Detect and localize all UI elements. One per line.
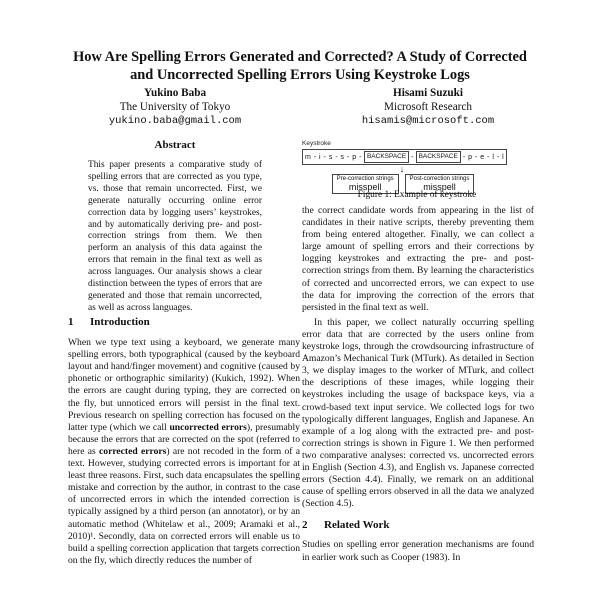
section-heading-related-work [302, 519, 534, 531]
author-1 [60, 86, 290, 128]
keystroke-label: Keystroke [302, 140, 331, 147]
author-email: hisamis@microsoft.com [361, 115, 495, 127]
abstract-heading: Abstract [154, 139, 196, 151]
intro-text-d: ) are not recoded in the form of a text. However, studying corrected errors is important for at least three reasons. First, such data encapsulates the spelling mistake and correction by the author, in contrast to the case of uncorrected errors in which the intended correction is typically assigned by a third person (an annotator), or by an automatic method (Whitelaw et al., 2009; Aramaki et al., 2010)¹. Secondly, data on corrected errors will enable us to build a spelling correction application that targets correction on the fly, which directly reduces the number of [68, 445, 301, 566]
title-line-2: and Uncorrected Spelling Errors Using Keystroke Logs [130, 67, 470, 83]
intro-bold-uncorrected: uncorrected errors [169, 421, 247, 433]
intro-paragraph [68, 337, 300, 567]
abstract-text: This paper presents a comparative study of spelling errors that are corrected as you type, vs. those that remain uncorrected. First, we generate naturally occurring online error correction data by logging users’ keystrokes, and by automatically deriving pre- and post-correction strings from them. We then perform an analysis of this data against the errors that remain in the final text as well as across languages. Our analysis shows a clear distinction between the types of errors that are generated and those that remain uncorrected, as well as across languages. [88, 160, 262, 313]
intro-text-a: When we type text using a keyboard, we generate many spelling errors, both typographical (caused by the keyboard layout and hand/finger movement) and cognitive (caused by phonetic or orthographic similarity) (Kukich, 1992). When the errors are caught during typing, they are corrected on the fly, but unnoticed errors will persist in the final text. Previous research on spelling correction has focused on the latter type (which we call [68, 337, 300, 433]
figure-caption: Figure 1: Example of keystroke [357, 190, 477, 200]
post-correction-word: misspell [423, 182, 456, 192]
post-correction-label: Post-correction strings [409, 176, 470, 182]
title-line-1: How Are Spelling Errors Generated and Corrected? A Study of Corrected [73, 49, 527, 65]
author-2 [313, 86, 543, 128]
keystroke-seq-1: m - i - s - s - p - [305, 153, 362, 161]
keystroke-seq-2: - p - e - l - l [462, 153, 505, 161]
related-work-paragraph: Studies on spelling error generation mechanisms are found in earlier work such as Cooper (1983). In [302, 539, 534, 563]
right-paragraph-1: the correct candidate words from appearing in the list of candidates in their native scripts, thereby preventing them from being entered altogether. Finally, we can collect a large amount of spelling errors and their corrections by logging keystrokes and extracting the pre- and post-correction strings from them. By learning the characteristics of corrected and uncorrected errors, we can expect to use the data for improving the correction of the errors that persisted in the final text as well. [302, 205, 534, 313]
pre-correction-label: Pre-correction strings [336, 176, 394, 182]
paper-title [40, 48, 560, 84]
intro-text-c: ), presumably because the errors that are corrected on the spot (referred to here as [68, 421, 300, 457]
author-affiliation: Microsoft Research [384, 101, 472, 113]
author-name: Yukino Baba [143, 87, 207, 99]
backspace-key-2: BACKSPACE [416, 151, 461, 163]
section-title: Related Work [324, 519, 390, 532]
left-column [68, 316, 300, 567]
intro-bold-corrected: corrected errors [99, 445, 167, 457]
author-name: Hisami Suzuki [393, 87, 463, 99]
backspace-key-1: BACKSPACE [364, 151, 409, 163]
section-number: 2 [302, 519, 308, 532]
down-arrow-icon: ↓ [399, 164, 405, 174]
keystroke-sequence [302, 149, 532, 165]
right-column [302, 205, 534, 564]
author-email: yukino.baba@gmail.com [108, 115, 242, 127]
figure-1 [302, 140, 532, 194]
pre-correction-word: misspell [348, 182, 382, 192]
right-paragraph-2: In this paper, we collect naturally occurring spelling error data that are corrected by the users online from keystroke logs, through the crowdsourcing infrastructure of Amazon’s Mechanical Turk (MTurk). As detailed in Section 3, we display images to the worker of MTurk, and collect the descriptions of these images, while logging their keystrokes including the usage of backspace keys, via a crowd-based text input service. We collected logs for two typologically different languages, English and Japanese. An example of a log along with the extracted pre- and post-correction strings is shown in Figure 1. We then performed two comparative analyses: corrected vs. uncorrected errors in English (Section 4.3), and English vs. Japanese corrected errors (Section 4.4). Finally, we remark on an additional cause of spelling errors observed in all the data we analyzed (Section 4.5). [302, 316, 534, 510]
section-title: Introduction [90, 316, 150, 328]
keystroke-frame: m - i - s - s - p - BACKSPACE - BACKSPACE - p - e - l - l [302, 149, 507, 165]
section-heading-introduction [68, 316, 300, 328]
section-number: 1 [68, 316, 74, 328]
author-affiliation: The University of Tokyo [119, 101, 231, 113]
